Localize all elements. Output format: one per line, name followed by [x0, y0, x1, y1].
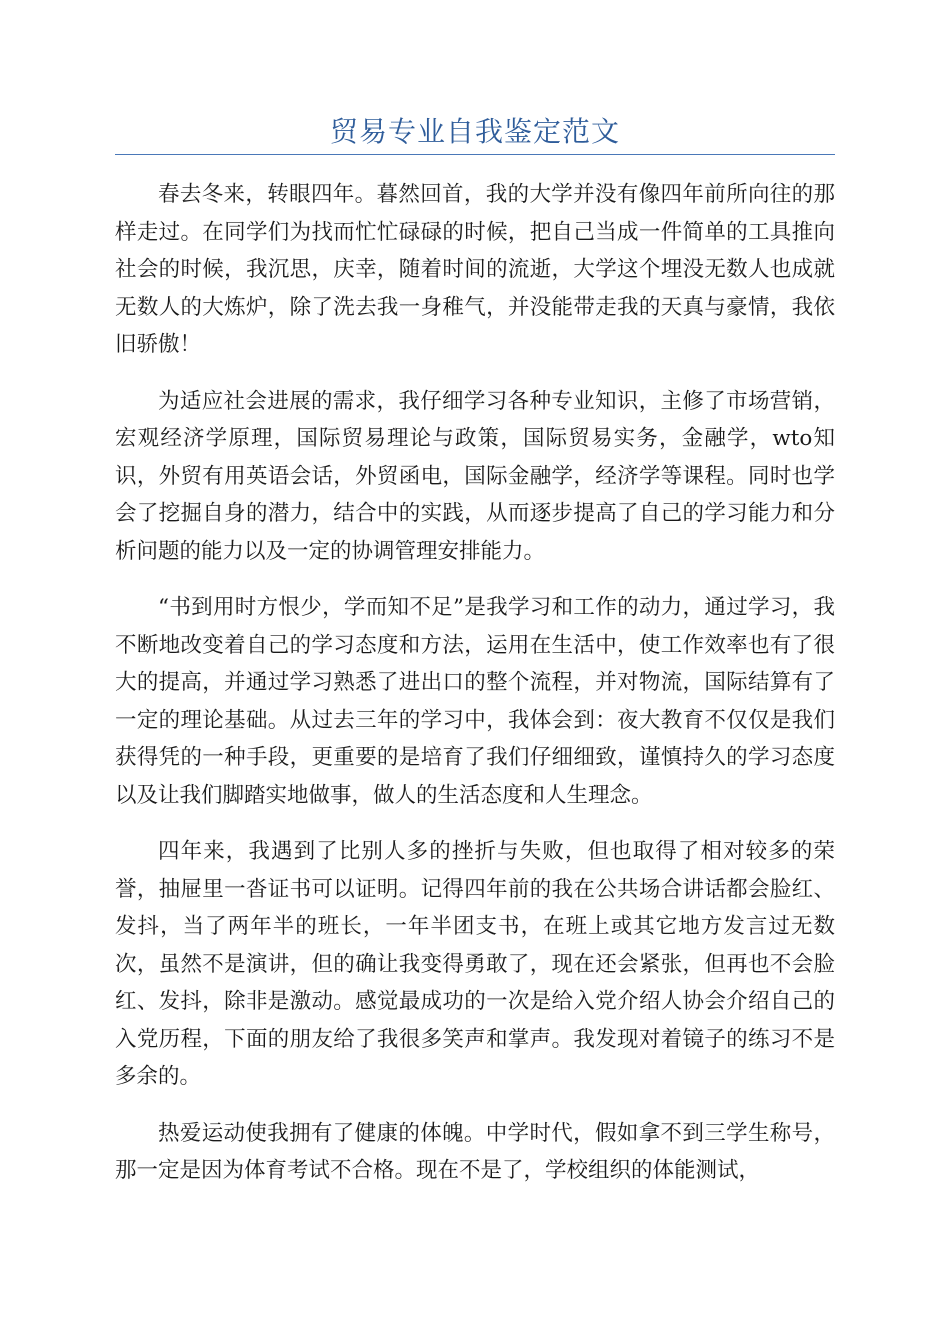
paragraph-3: “书到用时方恨少，学而知不足”是我学习和工作的动力，通过学习，我不断地改变着自己的学习态度和方法，运用在生活中，使工作效率也有了很大的提高，并通过学习熟悉了进出口的整个流程，并对物流，国际结算有了一定的理论基础。从过去三年的学习中，我体会到：夜大教育不仅仅是我们获得凭的一种手段，更重要的是培育了我们仔细细致，谨慎持久的学习态度以及让我们脚踏实地做事，做人的生活态度和人生理念。: [115, 595, 835, 808]
paragraph-1: 春去冬来，转眼四年。暮然回首，我的大学并没有像四年前所向往的那样走过。在同学们为找而忙忙碌碌的时候，把自己当成一件简单的工具推向社会的时候，我沉思，庆幸，随着时间的流逝，大学这个埋没无数人也成就无数人的大炼炉，除了洗去我一身稚气，并没能带走我的天真与豪情，我依旧骄傲！: [115, 182, 835, 357]
title-underline: [115, 154, 835, 155]
paragraph-5: 热爱运动使我拥有了健康的体魄。中学时代，假如拿不到三学生称号，那一定是因为体育考试不合格。现在不是了，学校组织的体能测试，: [115, 1120, 835, 1183]
paragraph-4: 四年来，我遇到了比别人多的挫折与失败，但也取得了相对较多的荣誉，抽屉里一沓证书可以证明。记得四年前的我在公共场合讲话都会脸红、发抖，当了两年半的班长，一年半团支书，在班上或其它地方发言过无数次，虽然不是演讲，但的确让我变得勇敢了，现在还会紧张，但再也不会脸红、发抖，除非是激动。感觉最成功的一次是给入党介绍人协会介绍自己的入党历程，下面的朋友给了我很多笑声和掌声。我发现对着镜子的练习不是多余的。: [115, 839, 835, 1089]
document-body: [115, 176, 835, 1209]
document-title: 贸易专业自我鉴定范文: [329, 115, 620, 148]
paragraph-2: 为适应社会进展的需求，我仔细学习各种专业知识，主修了市场营销，宏观经济学原理，国际贸易理论与政策，国际贸易实务，金融学，wto知识，外贸有用英语会话，外贸函电，国际金融学，经济学等课程。同时也学会了挖掘自身的潜力，结合中的实践，从而逐步提高了自己的学习能力和分析问题的能力以及一定的协调管理安排能力。: [115, 388, 835, 564]
